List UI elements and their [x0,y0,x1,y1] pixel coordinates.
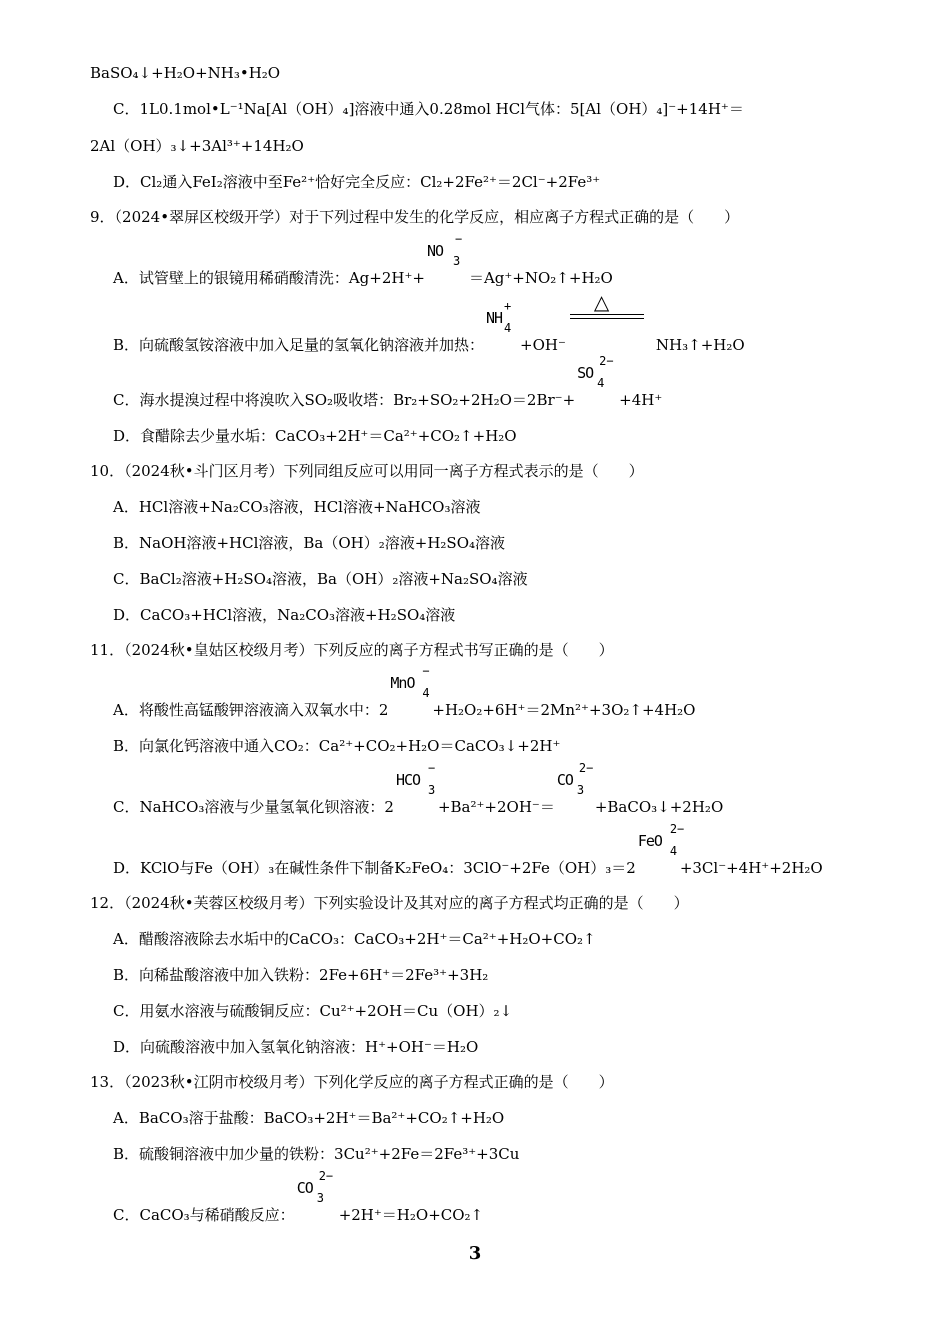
question-10-option-b: B．NaOH溶液+HCl溶液，Ba（OH）₂溶液+H₂SO₄溶液 [113,534,506,552]
question-13-stem: 13．（2023秋•江阴市校级月考）下列化学反应的离子方程式正确的是（ ） [90,1073,614,1091]
question-9-stem: 9．（2024•翠屏区校级开学）对于下列过程中发生的化学反应，相应离子方程式正确的是（ ） [90,208,740,226]
question-13-option-a: A．BaCO₃溶于盐酸：BaCO₃+2H⁺＝Ba²⁺+CO₂↑+H₂O [113,1109,505,1127]
ion-subscript: 3 [316,1191,324,1205]
page-number: 3 [468,1243,482,1264]
ion-subscript: 4 [597,376,605,390]
ion-charge: + [504,299,512,313]
ion-charge: 2− [578,761,594,775]
question-9-option-a [113,232,613,288]
question-11-stem: 11．（2024秋•皇姑区校级月考）下列反应的离子方程式书写正确的是（ ） [90,641,614,659]
option-text: A．将酸性高锰酸钾溶液滴入双氧水中：2 [113,701,389,719]
heat-reaction-arrow [566,290,656,350]
question-12-option-d: D．向硫酸溶液中加入氢氧化钠溶液：H⁺+OH⁻＝H₂O [113,1038,479,1056]
question-13-option-c [113,1169,484,1225]
ion-symbol: NO [426,242,444,260]
question-10-option-d: D．CaCO₃+HCl溶液，Na₂CO₃溶液+H₂SO₄溶液 [113,606,456,624]
permanganate-ion [388,664,432,715]
ion-subscript: 4 [669,844,678,858]
ion-subscript: 3 [576,783,585,797]
question-10-option-c: C．BaCl₂溶液+H₂SO₄溶液，Ba（OH）₂溶液+Na₂SO₄溶液 [113,570,528,588]
ion-charge: − [454,232,463,246]
question-9-option-c [113,354,663,410]
option-text: C．CaCO₃与稀硝酸反应： [113,1206,295,1224]
question-12-option-c: C．用氨水溶液与硫酸铜反应：Cu²⁺+2OH＝Cu（OH）₂↓ [113,1002,513,1020]
ion-symbol: HCO [395,771,421,789]
option-text: ＝Ag⁺+NO₂↑+H₂O [468,269,613,287]
ferrate-ion [636,822,685,873]
option-text: B．向硫酸氢铵溶液中加入足量的氢氧化钠溶液并加热： [113,336,485,354]
question-12-stem: 12．（2024秋•芙蓉区校级月考）下列实验设计及其对应的离子方程式均正确的是（ ） [90,894,689,912]
question-9-option-b [113,290,745,355]
ion-subscript: 4 [422,686,430,700]
arrow-line [570,314,644,315]
ion-charge: 2− [318,1169,334,1183]
option-d-prev: D．Cl₂通入FeI₂溶液中至Fe²⁺恰好完全反应：Cl₂+2Fe²⁺＝2Cl⁻+2Fe³⁺ [113,173,601,191]
carbonate-ion [555,761,595,812]
option-text: NH₃↑+H₂O [655,336,745,354]
option-text: A．试管壁上的银镜用稀硝酸清洗：Ag+2H⁺+ [113,269,425,287]
ion-charge: 2− [599,354,614,368]
ion-charge: − [427,761,436,775]
ion-charge: 2− [669,822,685,836]
question-11-option-d [113,822,823,878]
option-text: C．海水提溴过程中将溴吹入SO₂吸收塔：Br₂+SO₂+2H₂O＝2Br⁻+ [113,391,576,409]
option-text: +H₂O₂+6H⁺＝2Mn²⁺+3O₂↑+4H₂O [432,701,696,719]
ion-symbol: MnO [390,674,415,692]
ion-symbol: CO [556,771,573,789]
option-text: +4H⁺ [619,391,663,409]
continued-equation: BaSO₄↓+H₂O+NH₃•H₂O [90,64,281,82]
question-11-option-b: B．向氯化钙溶液中通入CO₂：Ca²⁺+CO₂+H₂O＝CaCO₃↓+2H⁺ [113,737,561,755]
question-12-option-a: A．醋酸溶液除去水垢中的CaCO₃：CaCO₃+2H⁺＝Ca²⁺+H₂O+CO₂↑ [113,930,596,948]
question-11-option-a [113,664,696,720]
sulfate-ion [575,354,619,405]
option-text: C．NaHCO₃溶液与少量氢氧化钡溶液：2 [113,798,394,816]
option-text: +3Cl⁻+4H⁺+2H₂O [679,859,823,877]
ion-symbol: CO [296,1179,313,1197]
heat-triangle-icon: △ [593,290,610,314]
ion-symbol: SO [577,364,594,382]
option-text: +BaCO₃↓+2H₂O [594,798,724,816]
ion-subscript: 3 [452,254,461,268]
ion-symbol: FeO [637,832,662,850]
carbonate-ion [295,1169,339,1220]
ion-charge: − [422,664,430,678]
option-text: +2H⁺＝H₂O+CO₂↑ [338,1206,484,1224]
question-10-option-a: A．HCl溶液+Na₂CO₃溶液，HCl溶液+NaHCO₃溶液 [113,498,481,516]
question-11-option-c [113,761,724,817]
option-c-prev: C．1L0.1mol•L⁻¹Na[Al（OH）₄]溶液中通入0.28mol HCl气体：5[Al（OH）₄]⁻+14H⁺＝ [113,100,744,118]
option-text: D．KClO与Fe（OH）₃在碱性条件下制备K₂FeO₄：3ClO⁻+2Fe（OH）₃＝2 [113,859,636,877]
bicarbonate-ion [394,761,438,812]
option-c-prev-continued: 2Al（OH）₃↓+3Al³⁺+14H₂O [90,137,304,155]
question-10-stem: 10．（2024秋•斗门区月考）下列同组反应可以用同一离子方程式表示的是（ ） [90,462,644,480]
question-12-option-b: B．向稀盐酸溶液中加入铁粉：2Fe+6H⁺＝2Fe³⁺+3H₂ [113,966,489,984]
question-9-option-d: D．食醋除去少量水垢：CaCO₃+2H⁺＝Ca²⁺+CO₂↑+H₂O [113,427,517,445]
ammonium-ion [484,299,520,350]
ion-symbol: NH [486,309,503,327]
question-13-option-b: B．硫酸铜溶液中加少量的铁粉：3Cu²⁺+2Fe＝2Fe³⁺+3Cu [113,1145,520,1163]
nitrate-ion [425,232,469,283]
option-text: +Ba²⁺+2OH⁻＝ [437,798,555,816]
ion-subscript: 3 [427,783,436,797]
arrow-line [570,318,644,319]
option-text: +OH⁻ [520,336,566,354]
ion-subscript: 4 [504,321,512,335]
